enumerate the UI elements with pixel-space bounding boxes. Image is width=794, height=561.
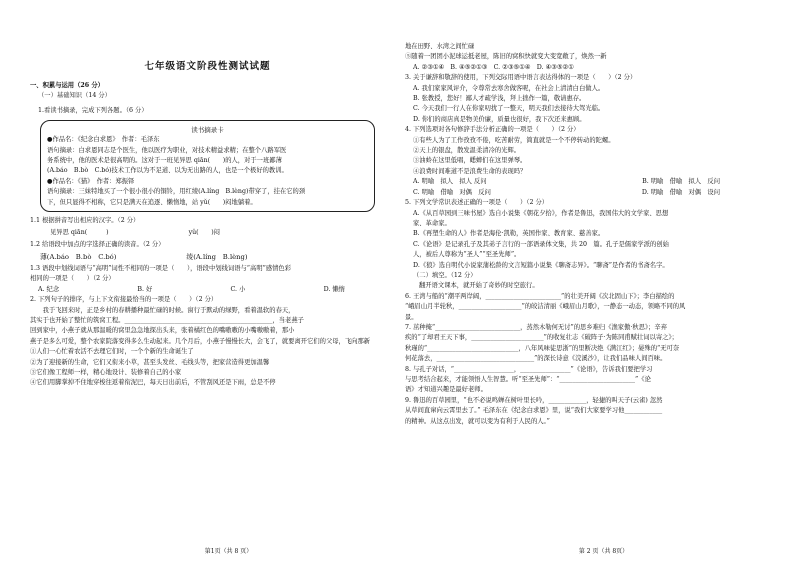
pinyin-blank[interactable]: yǔ( )闷 <box>188 229 220 237</box>
sentence-option: ①人们一心忙着农活不去理它们时，一个个新的生命诞生了 <box>30 348 194 356</box>
question-6-cont[interactable]: “峨眉山月半轮秋，____________________”的皎洁清丽《峨眉山月歌》，一静态一动态，领略不同的风 <box>405 303 686 311</box>
card-line: 下，但只显得不相称，它只是满天在追逐、懒惰地，站 yǔ( )闷地躺着。 <box>47 198 257 206</box>
subsection-heading: （一）基础知识（14 分） <box>38 92 111 100</box>
question-6-cont: 景。 <box>405 313 418 321</box>
question-6[interactable]: 6. 王湾与船的“潮平两岸阔，________________________”的壮美开阔《次北固山下》；李白描绘的 <box>405 292 675 300</box>
card-title: 读书摘录卡 <box>191 126 224 135</box>
instruction: 翻开语文课本，就开始了奇妙的时空旅行。 <box>419 282 539 290</box>
question-8-cont: 语》才知道兴趣是最好老师。 <box>405 386 487 394</box>
question-7[interactable]: 7. 茁种掩“___________________________，蒸然木勒何无讨”的思乡难归《渔家傲·秋思》；辛弃 <box>405 323 668 331</box>
card-line: 语句摘录：白求恩同志是个医生，他以医疗为职业，对技术精益求精；在整个八路军医 <box>47 146 287 154</box>
exam-title: 七年级语文阶段性测试试题 <box>144 61 271 72</box>
option-cont: 人，被后人尊称为“圣人”“至圣先师”。 <box>413 251 521 259</box>
sentence-item: ④浪费时间难道不是浪费生命的表现吗？ <box>413 167 527 175</box>
card-line: 语句摘录：三妹特地买了一个很小很小的铜铃，用红绫(A.líng B.lèng)带穿了，挂在它的颈 <box>47 188 306 196</box>
question-7-cont[interactable]: 何花落去，_______________________________”的深长诗意《浣溪沙》，让我们品味人间百味。 <box>405 355 667 363</box>
passage-line: 地在田野、水湾之间忙碌 <box>405 43 475 50</box>
card-line: (A.báo B.bò C.bó)技术工作以为不足道、以为无出路的人，也是一个极好的教训。 <box>47 167 288 175</box>
option[interactable]: C.《论语》是记录孔子及其弟子言行的一部语录体文集，共 20 篇。孔子是儒家学派的创始 <box>413 240 669 248</box>
option[interactable]: D. 你们的商店真是物美价廉，质量也很好，我下次还来惠顾。 <box>413 115 586 123</box>
question-4: 4. 下列选项对各句修辞手法分析正确的一项是（ ）（2 分） <box>405 126 580 134</box>
option[interactable]: B.《再塑生命的人》作者是海伦·凯勒，英国作家、教育家、慈善家。 <box>413 230 605 238</box>
passage-line: 回到家中，小燕子就从那温暖的窝里急急地探出头来，张着橘红色的嘴嗷嗷的小嘴嗷嗷着，那小 <box>30 327 295 335</box>
page-footer: 第1页（共 8 页） <box>204 548 253 555</box>
pronunciation-choice[interactable]: 绫(A.líng B.lèng) <box>186 252 248 261</box>
sentence-option: ④它们用脚掌掉不住地穿梭往返着衔泥巴，每天日出前后，不管刮风还是下雨，总是不停 <box>30 379 276 387</box>
question-7-cont[interactable]: 疾的“了却君王天下事，_______________________”的收复壮志《破阵子·为陈同甫赋壮词以寄之》； <box>405 334 678 342</box>
question-1-3-cont: 相同的一项是（ ）（2 分） <box>30 275 115 283</box>
option[interactable]: B. 好 <box>137 285 153 293</box>
pronunciation-choice[interactable]: 薄(A.báo B.bò C.bó) <box>40 252 117 261</box>
question-9[interactable]: 9. 鲁迅的百草园里，“也不必说鸣蝉在树叶里长吟，____________，轻捷的叫天子(云雀) 忽然 <box>405 396 663 404</box>
question-9-cont: 的精神。从这点出发，就可以变为有利于人民的人。” <box>405 417 550 425</box>
option[interactable]: B. 张教授，您好！鄙人才疏学浅，拜上拙作一篇，敬请惠存。 <box>413 95 586 103</box>
option[interactable]: C. 今天我们一行人在你家叨扰了一整天，明天我们去接待大驾光临。 <box>413 105 605 113</box>
sentence-item: ②天上的银盘，散发温柔清冷的光辉。 <box>413 147 521 155</box>
question-5: 5. 下列文学常识表述正确的一项是（ ）（2 分） <box>405 199 549 207</box>
question-3: 3. 关于谦辞和敬辞的使用，下列交际用语中语言表达得体的一项是（ ）（2 分） <box>405 74 637 82</box>
question-7-cont[interactable]: 秋瑾的“_____________________________，八年风味徒思浙”的里断决绝《满江红》；晏殊的“无可奈 <box>405 344 680 352</box>
page-right <box>397 0 794 561</box>
passage-line: 我于飞回来时，正是乡村的春耕播种最忙碌的时候。窗行于默动的绿野，看着温软的春天， <box>30 306 295 314</box>
sentence-item: ①有些人为了工作孜孜不倦，吃苦耐劳，简直就是一个不停转动的陀螺。 <box>413 136 615 144</box>
sentence-option: ③它们像工程师一样，精心地设计、装修着自己的小家 <box>30 368 182 376</box>
pinyin-blank[interactable]: 见异思 qiān( ) <box>50 229 109 237</box>
question-1: 1.看读书摘录，完成下列各题。（6 分） <box>38 106 148 114</box>
card-line: ●作品名：《猫》 作者：郑振铎 <box>47 177 135 185</box>
option[interactable]: D. 懒惰 <box>323 285 345 293</box>
option[interactable]: C. 明喻 借喻 对偶 反问 <box>413 188 491 196</box>
option[interactable]: A.《从百草园到三味书屋》选自小说集《朝花夕拾》，作者是鲁迅，我国伟大的文学家、思想 <box>413 209 669 217</box>
option[interactable]: A. 纪念 <box>38 285 60 293</box>
option[interactable]: D. 明喻 借喻 对偶 设问 <box>641 188 720 196</box>
card-line: ●作品名：《纪念白求恩》 作者：毛泽东 <box>47 136 160 144</box>
sentence-option: ⑤随着一团团小泥球运抵老屋，陈旧的窝积快就变大变宽敞了，焕然一新 <box>405 53 607 61</box>
option[interactable]: A. 明喻 拟人 拟人 反问 <box>413 178 487 186</box>
question-8-cont[interactable]: 与思考结合起来，才能领悟人生智慧。听“至圣先师”：“________________________”《论 <box>405 376 651 383</box>
question-2: 2. 下列句子的排序，与上下文衔接最恰当的一项是（ ）（2 分） <box>30 296 218 304</box>
question-8[interactable]: 8. 与孔子对话，“___________________，________________”《论语》，告诉我们要把学习 <box>405 365 653 373</box>
question-9-cont[interactable]: 从草间直窜向云霄里去了。” 毛泽东在《纪念白求恩》里，说“我们大家要学习他____________ <box>405 407 663 415</box>
sentence-option: ②为了迎接新的生命，它们又衔来小草，甚至头发丝、毛线头等，把家营造得更加温馨 <box>30 358 270 366</box>
subsection-heading: （二）填空。（12 分） <box>413 271 477 279</box>
option[interactable]: D.《狼》选自明代小说家蒲松龄的文言短篇小说集《聊斋志异》。“聊斋”是作者的书斋名字。 <box>413 261 669 269</box>
page-footer: 第 2 页（共 8页） <box>578 548 629 555</box>
section-heading: 一、积累与运用（26 分） <box>30 82 104 89</box>
option[interactable]: C. 小 <box>230 285 246 293</box>
option-cont: 家、革命家。 <box>413 219 451 227</box>
answer-choices[interactable]: A. ②③①④ B. ④⑤②①③ C. ②③⑤①④ D. ④③⑤②① <box>413 63 574 71</box>
reading-card <box>40 120 375 212</box>
sentence-item: ③油蛉在这里低唱，蟋蟀们在这里弹琴。 <box>413 157 527 165</box>
option[interactable]: A. 我们家家风评介，令尊常去寒舍做客呢，在社会上清清白白做人。 <box>413 84 605 92</box>
question-1-3: 1.3 语段中划线词语与“高明”词性不相同的一项是（ ），语段中划线词语与“高明”感情色彩 <box>30 264 292 272</box>
passage-line: 燕子是多么可爱，整个农家院落变得多么生动起来。几个月后，小燕子慢慢长大，会飞了，就要离开它们的父母，飞向那新 <box>30 337 371 345</box>
question-1-2: 1.2 给语段中加点的字选择正确的读音。（2 分） <box>30 241 165 249</box>
option[interactable]: B. 明喻 借喻 拟人 反问 <box>642 178 720 186</box>
question-1-1: 1.1 根据拼音写出相应的汉字。（2 分） <box>30 217 140 225</box>
passage-line: 其实于也开始了整忙的筑窝工程。_______________________________________________，当老燕子 <box>30 316 304 324</box>
card-line: 务系统中，他的医术是很高明的。这对于一班见异思 qiān( )的人，对于一班鄙薄 <box>47 157 282 165</box>
